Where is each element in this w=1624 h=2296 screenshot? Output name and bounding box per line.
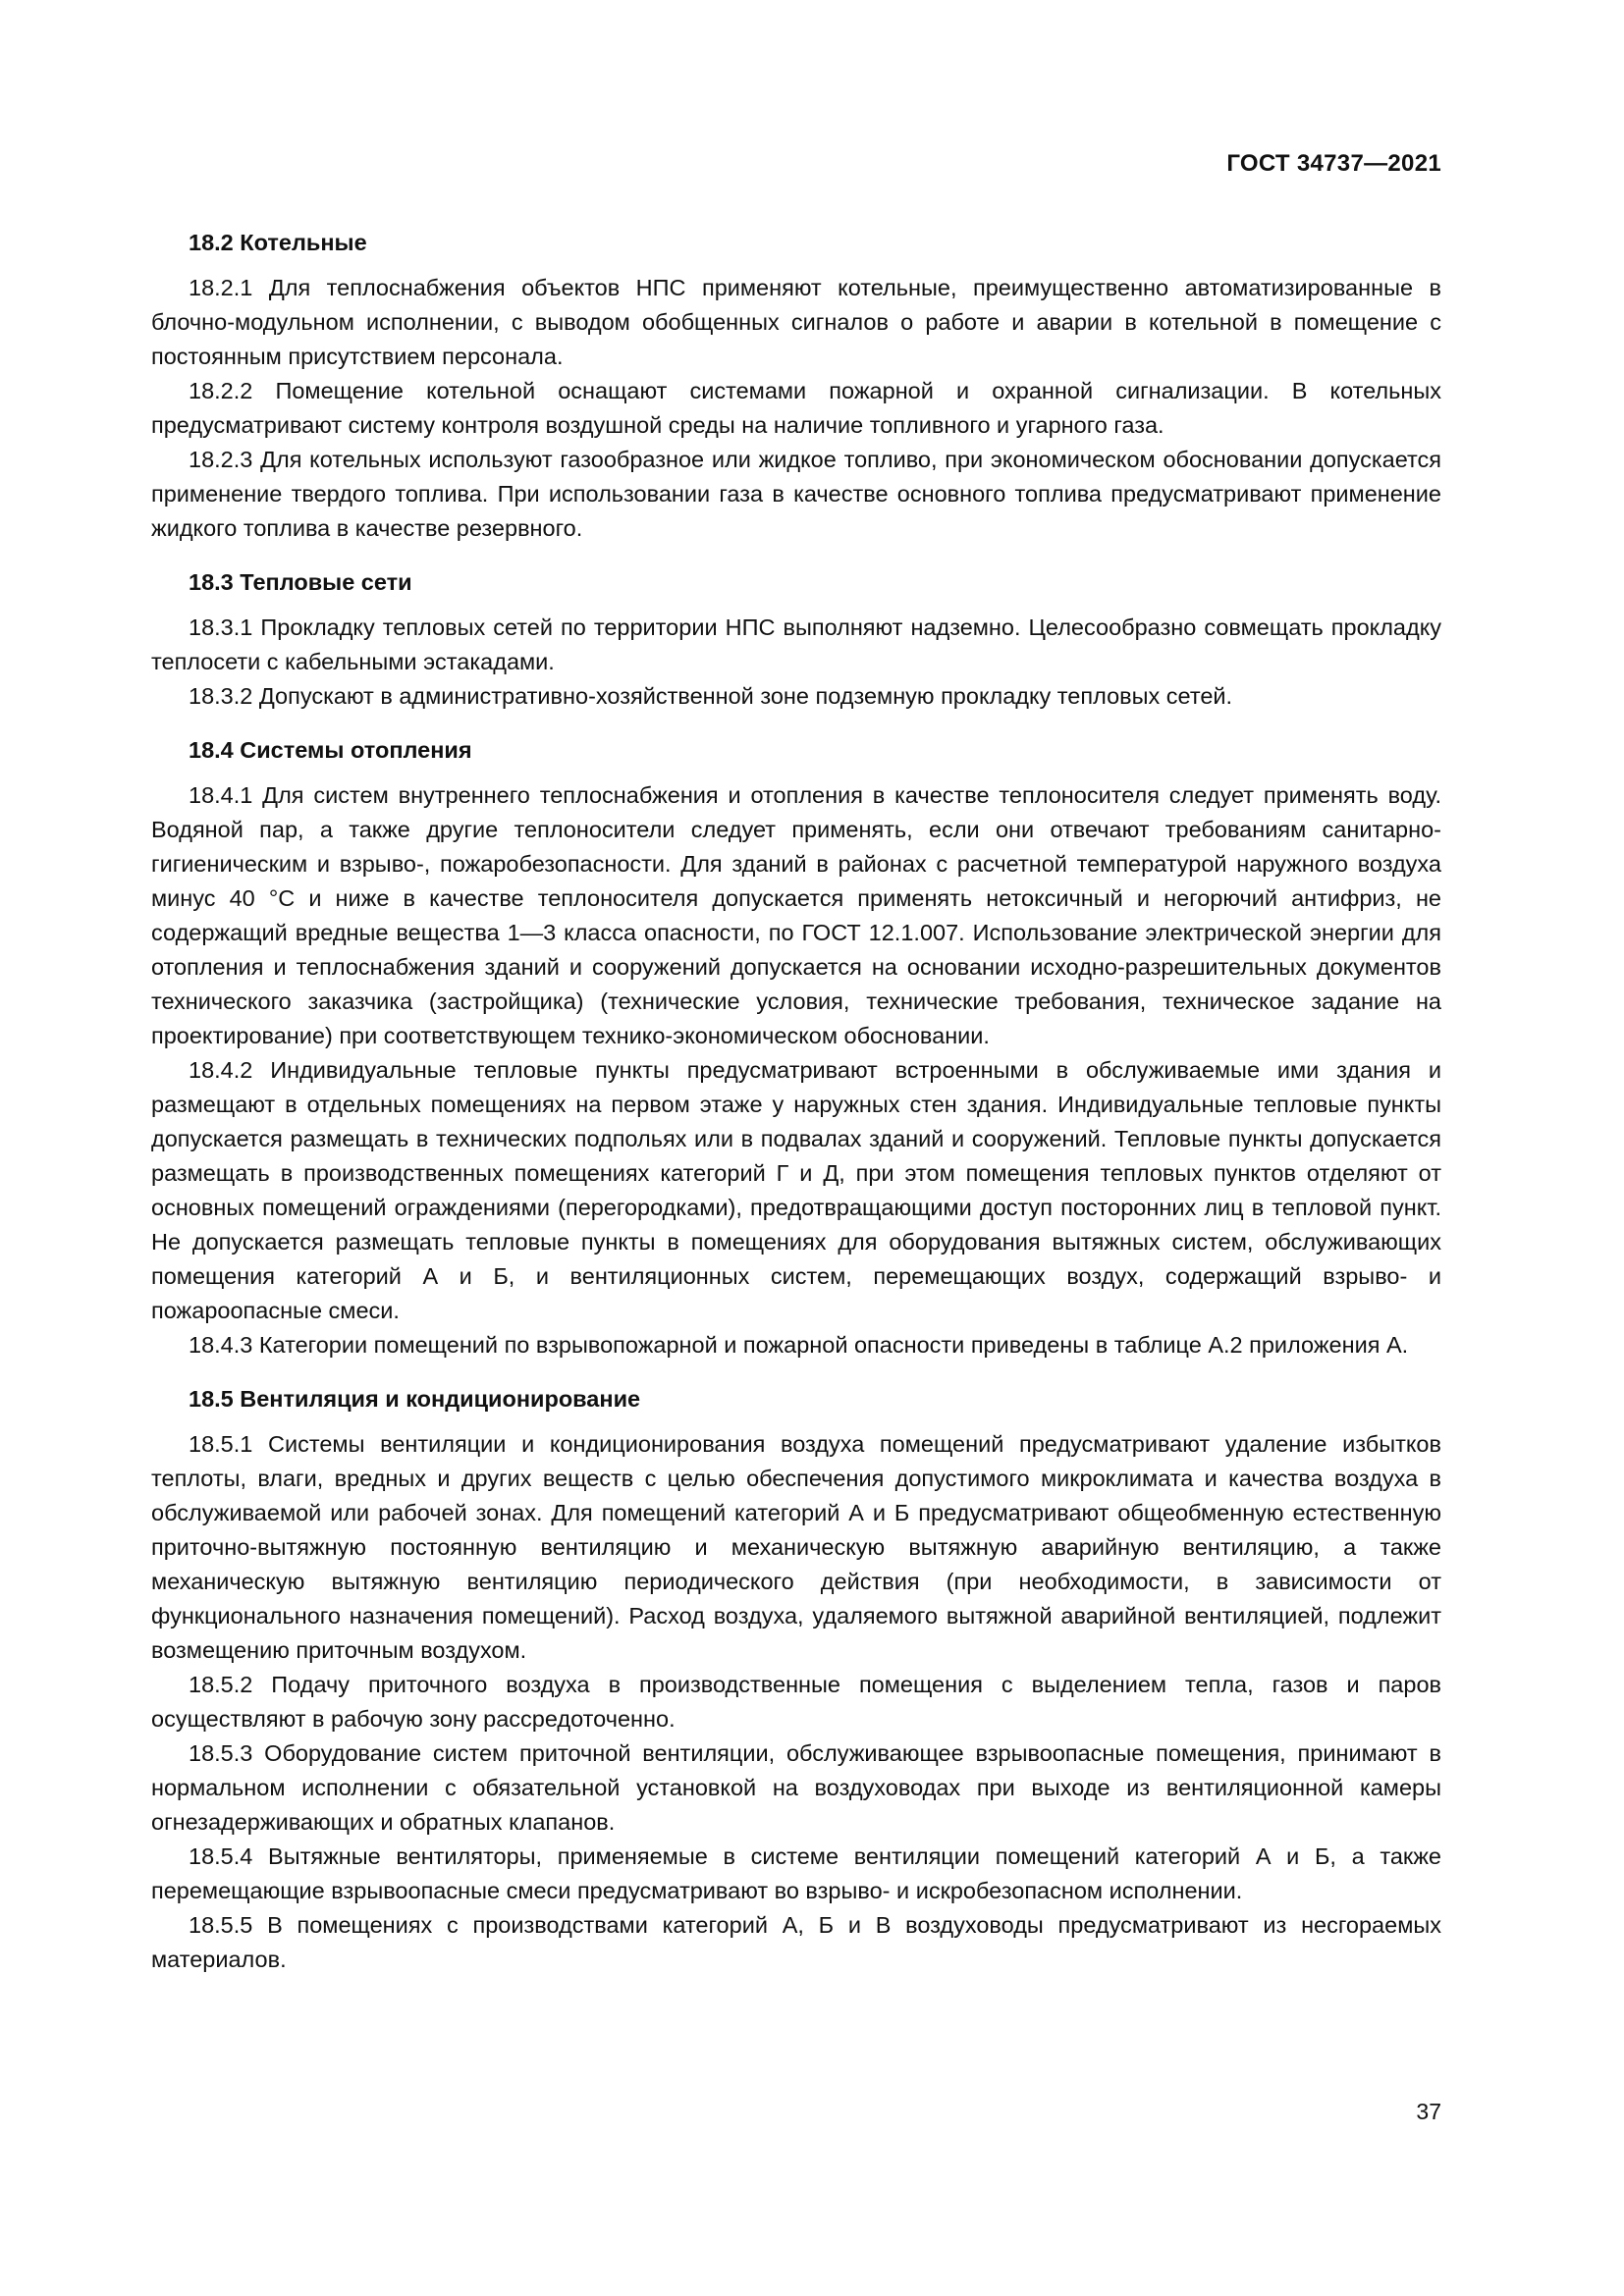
paragraph-18-3-2: 18.3.2 Допускают в административно-хозяйственной зоне подземную прокладку тепловых сетей. (189, 683, 1233, 709)
paragraph-18-3-1: 18.3.1 Прокладку тепловых сетей по территории НПС выполняют надземно. Целесообразно совмещать прокладку теплосети с кабельными эстакадами. (151, 614, 1441, 674)
paragraph-18-4-3: 18.4.3 Категории помещений по взрывопожарной и пожарной опасности приведены в таблице А.2 приложения А. (189, 1332, 1409, 1358)
paragraph-18-5-2: 18.5.2 Подачу приточного воздуха в производственные помещения с выделением тепла, газов и паров осуществляют в рабочую зону рассредоточенно. (151, 1672, 1441, 1732)
page-number: 37 (1416, 2099, 1441, 2124)
paragraph-18-4-1: 18.4.1 Для систем внутреннего теплоснабжения и отопления в качестве теплоносителя следует применять воду. Водяной пар, а также другие теплоносители следует применять, если они отвечают требованиям санитарно-гигиеническим и взрыво-, пожаробезопасности. Для зданий в районах с расчетной температурой наружного воздуха минус 40 °С и ниже в качестве теплоносителя допускается применять нетоксичный и негорючий антифриз, не содержащий вредные вещества 1—3 класса опасности, по ГОСТ 12.1.007. Использование электрической энергии для отопления и теплоснабжения зданий и сооружений допускается на основании исходно-разрешительных документов технического заказчика (застройщика) (технические условия, технические требования, техническое задание на проектирование) при соответствующем технико-экономическом обосновании. (151, 782, 1441, 1048)
paragraph-18-5-3: 18.5.3 Оборудование систем приточной вентиляции, обслуживающее взрывоопасные помещения, принимают в нормальном исполнении с обязательной установкой на воздуховодах при выходе из вентиляционной камеры огнезадерживающих и обратных клапанов. (151, 1740, 1441, 1835)
paragraph-18-2-3: 18.2.3 Для котельных используют газообразное или жидкое топливо, при экономическом обосновании допускается применение твердого топлива. При использовании газа в качестве основного топлива предусматривают применение жидкого топлива в качестве резервного. (151, 447, 1441, 541)
document-code: ГОСТ 34737—2021 (1226, 150, 1441, 177)
section-title-18-2: 18.2 Котельные (189, 230, 367, 255)
paragraph-18-5-1: 18.5.1 Системы вентиляции и кондиционирования воздуха помещений предусматривают удаление избытков теплоты, влаги, вредных и других веществ с целью обеспечения допустимого микроклимата и качества воздуха в обслуживаемой или рабочей зонах. Для помещений категорий А и Б предусматривают общеобменную естественную приточно-вытяжную постоянную вентиляцию и механическую вытяжную аварийную вентиляцию, а также механическую вытяжную вентиляцию периодического действия (при необходимости, в зависимости от функционального назначения помещений). Расход воздуха, удаляемого вытяжной аварийной вентиляцией, подлежит возмещению приточным воздухом. (151, 1431, 1441, 1663)
paragraph-18-4-2: 18.4.2 Индивидуальные тепловые пункты предусматривают встроенными в обслуживаемые ими здания и размещают в отдельных помещениях на первом этаже у наружных стен здания. Индивидуальные тепловые пункты допускается размещать в технических подпольях или в подвалах зданий и сооружений. Тепловые пункты допускается размещать в производственных помещениях категорий Г и Д, при этом помещения тепловых пунктов отделяют от основных помещений ограждениями (перегородками), предотвращающими доступ посторонних лиц в тепловой пункт. Не допускается размещать тепловые пункты в помещениях для оборудования вытяжных систем, обслуживающих помещения категорий А и Б, и вентиляционных систем, перемещающих воздух, содержащий взрыво- и пожароопасные смеси. (151, 1057, 1441, 1323)
paragraph-18-2-2: 18.2.2 Помещение котельной оснащают системами пожарной и охранной сигнализации. В котельных предусматривают систему контроля воздушной среды на наличие топливного и угарного газа. (151, 378, 1441, 438)
paragraph-18-2-1: 18.2.1 Для теплоснабжения объектов НПС применяют котельные, преимущественно автоматизированные в блочно-модульном исполнении, с выводом обобщенных сигналов о работе и аварии в котельной в помещение с постоянным присутствием персонала. (151, 275, 1441, 369)
section-title-18-3: 18.3 Тепловые сети (189, 569, 412, 595)
document-body (151, 226, 1441, 1977)
section-title-18-4: 18.4 Системы отопления (189, 737, 472, 763)
paragraph-18-5-4: 18.5.4 Вытяжные вентиляторы, применяемые в системе вентиляции помещений категорий А и Б, а также перемещающие взрывоопасные смеси предусматривают во взрыво- и искробезопасном исполнении. (151, 1843, 1441, 1903)
paragraph-18-5-5: 18.5.5 В помещениях с производствами категорий А, Б и В воздуховоды предусматривают из несгораемых материалов. (151, 1912, 1441, 1972)
section-title-18-5: 18.5 Вентиляция и кондиционирование (189, 1386, 641, 1412)
